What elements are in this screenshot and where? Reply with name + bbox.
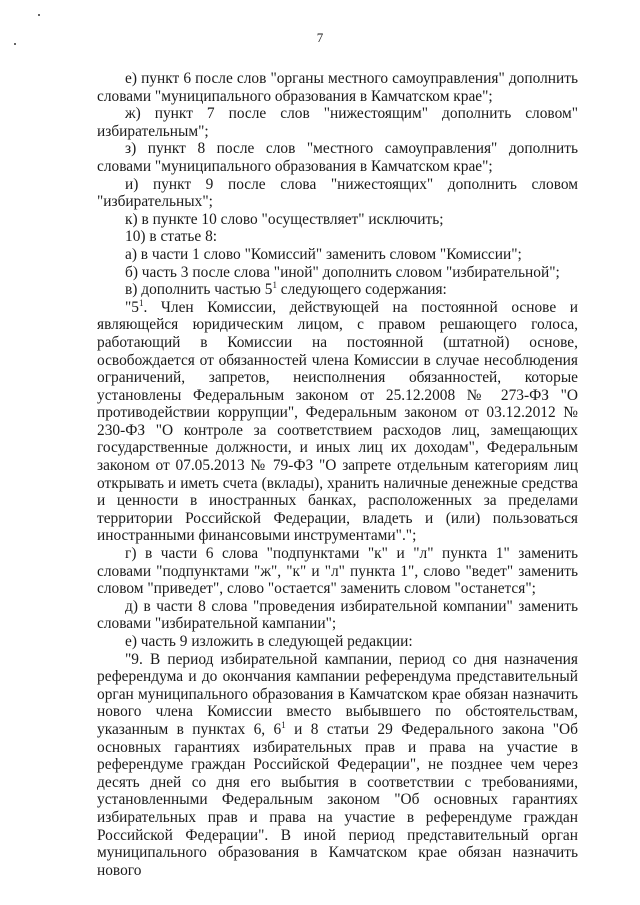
paragraph-a: а) в части 1 слово "Комиссий" заменить словом "Комиссии"; bbox=[125, 245, 522, 263]
document-body bbox=[97, 70, 578, 879]
paragraph-d: д) в части 8 слова "проведения избирательной компании" заменить словами "избирательной кампании"; bbox=[97, 597, 578, 633]
part-9-text: "9. В период избирательной кампании, период со дня назначения референдума и до окончания кампании референдума представительный орган муниципального образования в Камчатском крае обязан назначить нового члена Комиссии вместо выбывшего по обстоятельствам, указанным в пунктах 6, $6^1$ и 8 статьи 29 Федерального закона "Об основных гарантиях избирательных прав и права на участие в референдуме граждан Российской Федерации", не позднее чем через десять дней со дня его выбытия в соответствии с требованиями, установленными Федеральным законом "Об основных гарантиях избирательных прав и права на участие в референдуме граждан Российской Федерации". В иной период представительный орган муниципального образования в Камчатском крае обязан назначить нового bbox=[97, 650, 578, 879]
paragraph-i: и) пункт 9 после слова "нижестоящих" дополнить словом "избирательных"; bbox=[97, 175, 578, 211]
article-8-heading: 10) в статье 8: bbox=[125, 228, 218, 246]
paragraph-e2: е) часть 9 изложить в следующей редакции: bbox=[125, 633, 413, 650]
paragraph-z: з) пункт 8 после слов "местного самоуправления" дополнить словами "муниципального образования в Камчатском крае"; bbox=[97, 140, 578, 175]
paragraph-e: е) пункт 6 после слов "органы местного самоуправления" дополнить словами "муниципального образования в Камчатском крае"; bbox=[97, 70, 578, 105]
page-number: 7 bbox=[316, 30, 324, 45]
paragraph-zh: ж) пункт 7 после слов "нижестоящим" дополнить словом" избирательным"; bbox=[97, 105, 578, 140]
paragraph-v: в) дополнить частью $5^1$ следующего содержания: bbox=[125, 280, 447, 299]
paragraph-g: г) в части 6 слова "подпунктами "к" и "л" пункта 1" заменить словами "подпунктами "ж", "к" и "л" пункта 1", слово "ведет" заменить словом "приведет", слово "остается" заменить словом "останется"; bbox=[97, 545, 578, 598]
paragraph-b: б) часть 3 после слова "иной" дополнить словом "избирательной"; bbox=[125, 263, 560, 281]
scan-speck bbox=[38, 14, 40, 16]
part-5-1-text: "$5^1$. Член Комиссии, действующей на постоянной основе и являющейся юридическим лицом, с правом решающего голоса, работающий в Комиссии на постоянной (штатной) основе, освобождается от обязанностей члена Комиссии в случае несоблюдения ограничений, запретов, неисполнения обязанностей, которые установлены Федеральным законом от 25.12.2008 № 273-ФЗ "О противодействии коррупции", Федеральным законом от 03.12.2012 № 230-ФЗ "О контроле за соответствием расходов лиц, замещающих государственные должности, и иных лиц их доходам", Федеральным законом от 07.05.2013 № 79-ФЗ "О запрете отдельным категориям лиц открывать и иметь счета (вклады), хранить наличные денежные средства и ценности в иностранных банках, расположенных за пределами территории Российской Федерации, владеть и (или) пользоваться иностранными финансовыми инструментами"."; bbox=[97, 297, 578, 545]
paragraph-k: к) в пункте 10 слово "осуществляет" исключить; bbox=[125, 210, 444, 228]
